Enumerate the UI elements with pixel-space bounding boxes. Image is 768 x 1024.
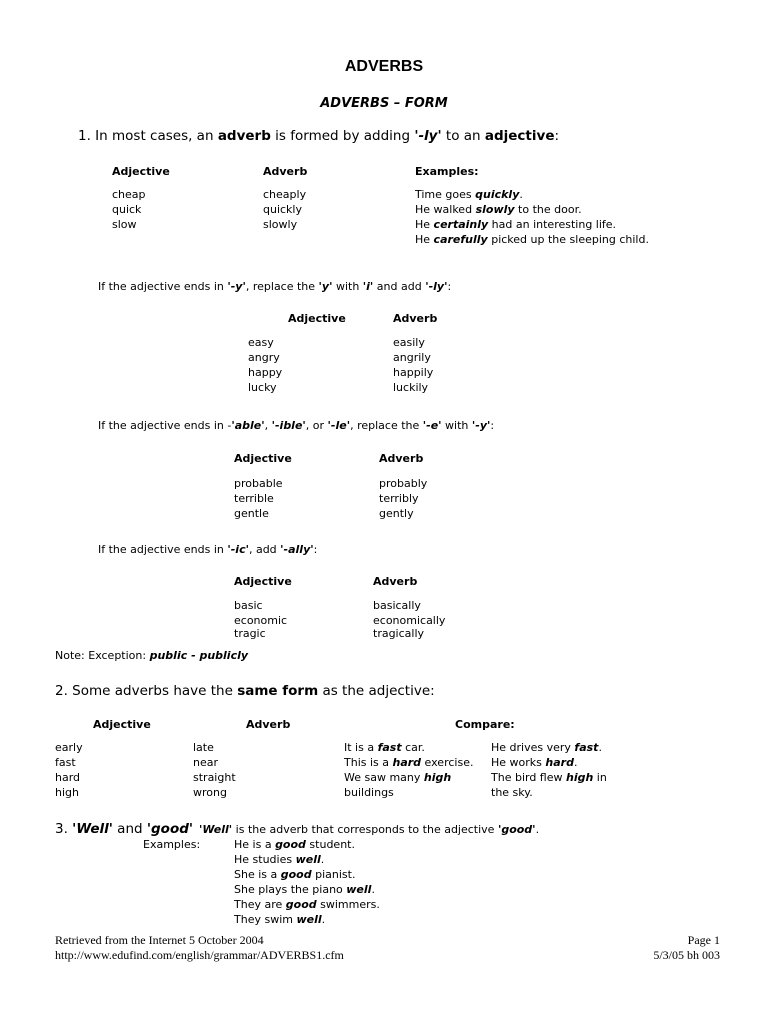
footer-doc-id: 5/3/05 bh 003 [653, 948, 720, 962]
list-item: basically [373, 599, 421, 612]
list-item: wrong [193, 786, 227, 799]
list-item: near [193, 756, 219, 769]
s1-adverb-list [263, 187, 306, 232]
list-item: quick [112, 203, 142, 216]
list-item: terribly [379, 492, 419, 505]
footer-page-number: Page 1 [687, 933, 720, 947]
list-item: gently [379, 507, 414, 520]
example-sentence: They are good swimmers. [234, 898, 380, 911]
rule-le-text: If the adjective ends in -'able', '-ible', or '-le', replace the '-e' with '-y': [98, 419, 495, 432]
s1-example-list [415, 187, 649, 247]
list-item: tragically [373, 627, 425, 640]
list-item: slowly [263, 218, 298, 231]
list-item: angry [248, 351, 280, 364]
rule-y-adjective-list [248, 335, 282, 395]
s1-adjective-list [112, 187, 146, 232]
example-sentence: buildings [344, 786, 394, 799]
list-item: lucky [248, 381, 277, 394]
list-item: probable [234, 477, 283, 490]
example-sentence: He carefully picked up the sleeping child. [415, 233, 649, 246]
footer-source-url: http://www.edufind.com/english/grammar/ADVERBS1.cfm [55, 948, 344, 962]
example-sentence: the sky. [491, 786, 533, 799]
section2-lead: 2. Some adverbs have the same form as the adjective: [55, 683, 435, 699]
rule-y-text: If the adjective ends in '-y', replace the 'y' with 'i' and add '-ly': [98, 280, 452, 293]
section1-lead: 1. In most cases, an adverb is formed by adding '-ly' to an adjective: [78, 128, 560, 144]
s2-adjective-list [55, 740, 83, 800]
section3-lead: 3. 'Well' and 'good' [55, 821, 194, 837]
rule-le-header-adjective: Adjective [234, 452, 292, 465]
list-item: cheaply [263, 188, 307, 201]
list-item: happy [248, 366, 283, 379]
page-title: ADVERBS [344, 58, 424, 75]
list-item: probably [379, 477, 428, 490]
s2-header-adjective: Adjective [93, 718, 151, 731]
example-sentence: She is a good pianist. [234, 868, 356, 881]
list-item: terrible [234, 492, 274, 505]
example-sentence: The bird flew high in [491, 771, 607, 784]
list-item: luckily [393, 381, 429, 394]
s1-header-examples: Examples: [415, 165, 479, 178]
rule-y-header-adverb: Adverb [393, 312, 438, 325]
exception-note: Note: Exception: public - publicly [55, 649, 249, 662]
list-item: high [55, 786, 79, 799]
example-sentence: He certainly had an interesting life. [415, 218, 617, 231]
s2-header-compare: Compare: [455, 718, 515, 731]
footer-retrieved: Retrieved from the Internet 5 October 2004 [55, 933, 264, 947]
rule-le-header-adverb: Adverb [379, 452, 424, 465]
list-item: easy [248, 336, 274, 349]
list-item: economically [373, 614, 446, 627]
list-item: fast [55, 756, 76, 769]
list-item: easily [393, 336, 425, 349]
list-item: angrily [393, 351, 431, 364]
list-item: late [193, 741, 214, 754]
list-item: straight [193, 771, 236, 784]
s2-header-adverb: Adverb [246, 718, 291, 731]
example-sentence: He works hard. [491, 756, 578, 769]
rule-le-adverb-list [379, 476, 427, 521]
list-item: gentle [234, 507, 269, 520]
list-item: cheap [112, 188, 146, 201]
example-sentence: He walked slowly to the door. [415, 203, 582, 216]
page-subtitle: ADVERBS – FORM [320, 96, 448, 111]
example-sentence: She plays the piano well. [234, 883, 375, 896]
example-sentence: He drives very fast. [491, 741, 602, 754]
list-item: happily [393, 366, 434, 379]
rule-ic-adverb-list [373, 598, 445, 641]
s2-compare-adjective-list [344, 740, 473, 800]
s2-adverb-list [193, 740, 236, 800]
rule-ic-header-adverb: Adverb [373, 575, 418, 588]
section3-description: 'Well' is the adverb that corresponds to the adjective 'good'. [199, 823, 540, 836]
example-sentence: He studies well. [234, 853, 325, 866]
example-sentence: He is a good student. [234, 838, 355, 851]
list-item: slow [112, 218, 137, 231]
rule-le-adjective-list [234, 476, 283, 521]
example-sentence: Time goes quickly. [415, 188, 523, 201]
list-item: hard [55, 771, 81, 784]
example-sentence: This is a hard exercise. [344, 756, 474, 769]
list-item: early [55, 741, 83, 754]
section3-examples-label: Examples: [143, 838, 201, 851]
rule-ic-text: If the adjective ends in '-ic', add '-ally': [98, 543, 318, 556]
rule-y-header-adjective: Adjective [288, 312, 346, 325]
rule-ic-header-adjective: Adjective [234, 575, 292, 588]
rule-y-adverb-list [393, 335, 433, 395]
example-sentence: We saw many high [344, 771, 452, 784]
example-sentence: It is a fast car. [344, 741, 425, 754]
list-item: tragic [234, 627, 266, 640]
s1-header-adjective: Adjective [112, 165, 170, 178]
example-sentence: They swim well. [234, 913, 326, 926]
list-item: basic [234, 599, 263, 612]
s1-header-adverb: Adverb [263, 165, 308, 178]
list-item: economic [234, 614, 288, 627]
rule-ic-adjective-list [234, 598, 287, 641]
s3-example-list [234, 837, 380, 927]
s2-compare-adverb-list [491, 740, 607, 800]
list-item: quickly [263, 203, 302, 216]
